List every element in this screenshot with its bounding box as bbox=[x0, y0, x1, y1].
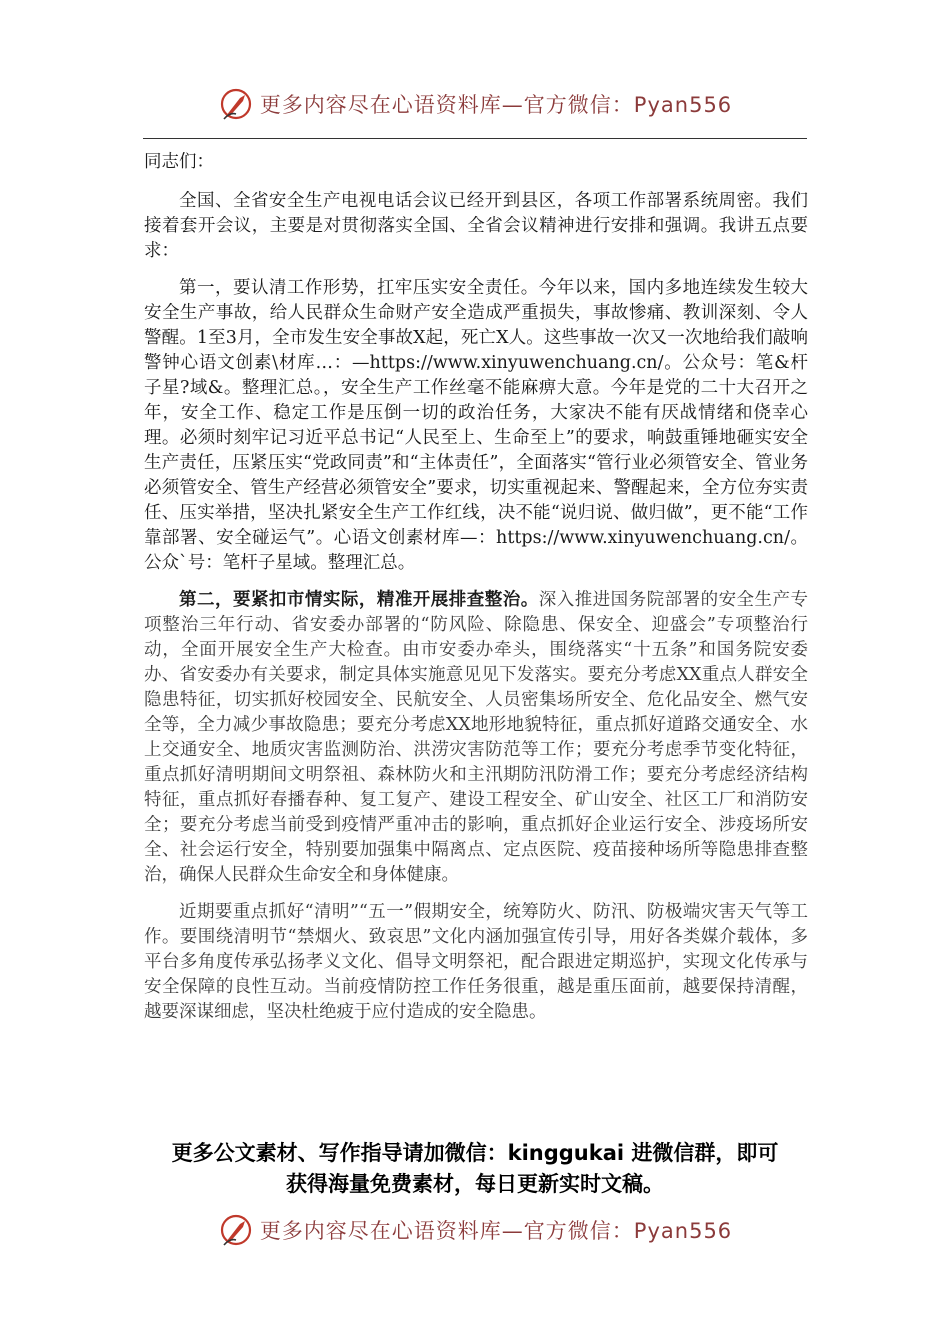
salutation: 同志们： bbox=[144, 152, 214, 172]
footer-banner-inner bbox=[218, 1212, 732, 1248]
section-2-body: 深入推进国务院部署的安全生产专项整治三年行动、省安委办部署的“防风险、除隐患、保安全、迎盛会”专项整治行动，全面开展安全生产大检查。由市安委办牵头，围绕落实“十五条”和国务院安委办、省安委办有关要求，制定具体实施意见见下发落实。要充分考虑XX重点人群安全隐患特征，切实抓好校园安全、民航安全、人员密集场所安全、危化品安全、燃气安全等，全力减少事故隐患；要充分考虑XX地形地貌特征，重点抓好道路交通安全、水上交通安全、地质灾害监测防治、洪涝灾害防范等工作；要充分考虑季节变化特征，重点抓好清明期间文明祭祖、森林防火和主汛期防汛防滑工作；要充分考虑经济结构特征，重点抓好春播春种、复工复产、建设工程安全、矿山安全、社区工厂和消防安全；要充分考虑当前受到疫情严重冲击的影响，重点抓好企业运行安全、涉疫场所安全、社会运行安全，特别要加强集中隔离点、定点医院、疫苗接种场所等隐患排查整治，确保人民群众生命安全和身体健康。 bbox=[144, 590, 809, 885]
header-banner-inner bbox=[218, 86, 732, 122]
pen-nib-logo-icon bbox=[218, 1212, 254, 1248]
paragraph-section-1: 第一，要认清工作形势，扛牢压实安全责任。今年以来，国内多地连续发生较大安全生产事故，给人民群众生命财产安全造成严重损失，事故惨痛、教训深刻、令人警醒。1至3月，全市发生安全事故X起，死亡X人。这些事故一次又一次地给我们敲响警钟心语文创素\材库…：—https://www.xinyuwenchuang.cn/。公众号：笔&杆子星?域&。整理汇总。，安全生产工作丝毫不能麻痹大意。今年是党的二十大召开之年，安全工作、稳定工作是压倒一切的政治任务，大家决不能有厌战情绪和侥幸心理。必须时刻牢记习近平总书记“人民至上、生命至上”的要求，响鼓重锤地砸实安全生产责任，压紧压实“党政同责”和“主体责任”，全面落实“管行业必须管安全、管业务必须管安全、管生产经营必须管安全”要求，切实重视起来、警醒起来，全方位夯实责任、压实举措，坚决扎紧安全生产工作红线，决不能“说归说、做归做”，更不能“工作靠部署、安全碰运气”。心语文创素材库—：https://www.xinyuwenchuang.cn/。公众`号：笔杆子星域。整理汇总。 bbox=[144, 278, 808, 573]
paragraph-intro: 全国、全省安全生产电视电话会议已经开到县区，各项工作部署系统周密。我们接着套开会议，主要是对贯彻落实全国、全省会议精神进行安排和强调。我讲五点要求： bbox=[144, 191, 808, 261]
paragraph-section-3: 近期要重点抓好“清明”“五一”假期安全，统筹防火、防汛、防极端灾害天气等工作。要围绕清明节“禁烟火、致哀思”文化内涵加强宣传引导，用好各类媒介载体，多平台多角度传承弘扬孝义文化、倡导文明祭祀，配合跟进定期巡护，实现文化传承与安全保障的良性互动。当前疫情防控工作任务很重，越是重压面前，越要保持清醒，越要深谋细虑，坚决杜绝疲于应付造成的安全隐患。 bbox=[144, 902, 808, 1022]
header-banner-text: 更多内容尽在心语资料库—官方微信：Pyan556 bbox=[259, 93, 733, 117]
footer-banner bbox=[0, 1210, 950, 1250]
footer-promo-line-2: 获得海量免费素材，每日更新实时文稿。 bbox=[286, 1172, 664, 1196]
section-2-heading: 第二，要紧扣市情实际，精准开展排查整治。 bbox=[179, 590, 539, 610]
header-divider bbox=[143, 138, 807, 139]
header-banner bbox=[0, 84, 950, 124]
footer-banner-text: 更多内容尽在心语资料库—官方微信：Pyan556 bbox=[259, 1219, 733, 1243]
footer-promo-line-1: 更多公文素材、写作指导请加微信：kinggukai 进微信群，即可 bbox=[171, 1141, 779, 1165]
pen-nib-logo-icon bbox=[218, 86, 254, 122]
footer-promo bbox=[100, 1138, 850, 1200]
paragraph-section-2 bbox=[144, 588, 808, 888]
document-body bbox=[144, 150, 808, 1037]
